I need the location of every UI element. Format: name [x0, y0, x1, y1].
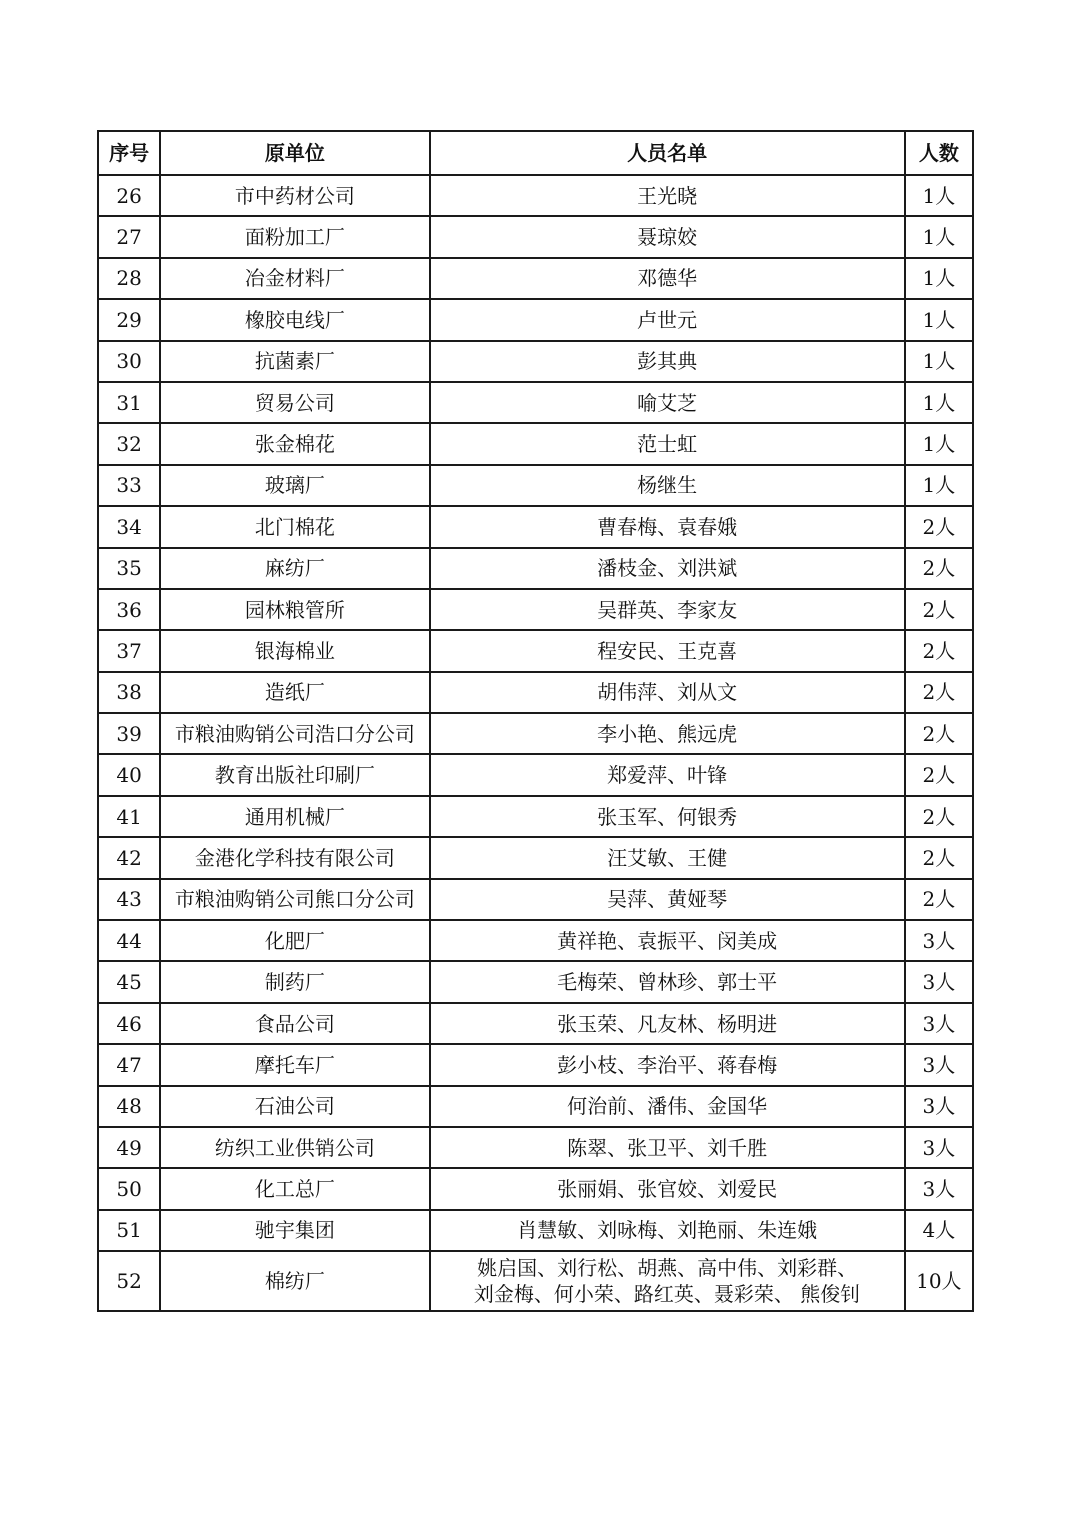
- cell-unit: 面粉加工厂: [160, 216, 429, 257]
- table-row: [98, 506, 973, 547]
- cell-count: 2人: [905, 630, 973, 671]
- table-row: [98, 1086, 973, 1127]
- cell-seq: 47: [98, 1044, 160, 1085]
- table-row: [98, 1168, 973, 1209]
- cell-count: 2人: [905, 713, 973, 754]
- cell-names: [430, 465, 905, 506]
- cell-names: [430, 382, 905, 423]
- cell-names: [430, 754, 905, 795]
- cell-names: [430, 1127, 905, 1168]
- names-line: 杨继生: [637, 473, 698, 498]
- table-row: [98, 299, 973, 340]
- cell-unit: 贸易公司: [160, 382, 429, 423]
- cell-seq: 36: [98, 589, 160, 630]
- cell-names: [430, 1210, 905, 1251]
- cell-count: 3人: [905, 1044, 973, 1085]
- cell-names: [430, 879, 905, 920]
- cell-seq: 28: [98, 258, 160, 299]
- cell-names: [430, 216, 905, 257]
- cell-names: [430, 961, 905, 1002]
- cell-names: [430, 423, 905, 464]
- cell-unit: 张金棉花: [160, 423, 429, 464]
- cell-names: [430, 713, 905, 754]
- cell-names: [430, 630, 905, 671]
- table-row: [98, 754, 973, 795]
- names-line: 曹春梅、袁春娥: [597, 514, 738, 539]
- cell-count: 2人: [905, 879, 973, 920]
- cell-count: 1人: [905, 216, 973, 257]
- table-row: [98, 713, 973, 754]
- cell-unit: 园林粮管所: [160, 589, 429, 630]
- cell-seq: 42: [98, 837, 160, 878]
- cell-seq: 40: [98, 754, 160, 795]
- cell-unit: 麻纺厂: [160, 548, 429, 589]
- cell-seq: 48: [98, 1086, 160, 1127]
- cell-seq: 51: [98, 1210, 160, 1251]
- table-row: [98, 1127, 973, 1168]
- cell-names: [430, 796, 905, 837]
- table-header: [98, 131, 973, 175]
- cell-names: [430, 920, 905, 961]
- names-line: 姚启国、刘行松、胡燕、高中伟、刘彩群、: [477, 1256, 858, 1281]
- cell-unit: 造纸厂: [160, 672, 429, 713]
- cell-unit: 通用机械厂: [160, 796, 429, 837]
- table-row: [98, 589, 973, 630]
- names-line: 范士虹: [637, 432, 698, 457]
- table-row: [98, 382, 973, 423]
- cell-seq: 52: [98, 1251, 160, 1311]
- header-count: 人数: [905, 131, 973, 175]
- cell-count: 2人: [905, 672, 973, 713]
- cell-seq: 45: [98, 961, 160, 1002]
- cell-unit: 市粮油购销公司浩口分公司: [160, 713, 429, 754]
- cell-unit: 纺织工业供销公司: [160, 1127, 429, 1168]
- cell-seq: 41: [98, 796, 160, 837]
- cell-names: [430, 1044, 905, 1085]
- cell-unit: 市粮油购销公司熊口分公司: [160, 879, 429, 920]
- cell-count: 10人: [905, 1251, 973, 1311]
- cell-count: 3人: [905, 1168, 973, 1209]
- cell-count: 1人: [905, 258, 973, 299]
- names-line: 卢世元: [637, 307, 698, 332]
- cell-names: [430, 1168, 905, 1209]
- cell-seq: 35: [98, 548, 160, 589]
- cell-count: 1人: [905, 341, 973, 382]
- cell-count: 2人: [905, 796, 973, 837]
- names-line: 邓德华: [637, 266, 698, 291]
- cell-names: [430, 672, 905, 713]
- names-line: 张玉荣、凡友林、杨明进: [557, 1011, 778, 1036]
- names-line: 聂琼姣: [637, 225, 698, 250]
- cell-unit: 市中药材公司: [160, 175, 429, 216]
- header-row: [98, 131, 973, 175]
- cell-seq: 43: [98, 879, 160, 920]
- cell-unit: 橡胶电线厂: [160, 299, 429, 340]
- cell-count: 1人: [905, 465, 973, 506]
- cell-seq: 44: [98, 920, 160, 961]
- table-row: [98, 1210, 973, 1251]
- cell-names: [430, 837, 905, 878]
- names-line: 陈翠、张卫平、刘千胜: [567, 1135, 768, 1160]
- table-row: [98, 630, 973, 671]
- cell-unit: 抗菌素厂: [160, 341, 429, 382]
- table-row: [98, 423, 973, 464]
- cell-unit: 冶金材料厂: [160, 258, 429, 299]
- names-line: 彭小枝、李治平、蒋春梅: [557, 1052, 778, 1077]
- names-line: 毛梅荣、曾林珍、郭士平: [557, 970, 778, 995]
- table-row: [98, 796, 973, 837]
- cell-seq: 30: [98, 341, 160, 382]
- cell-unit: 教育出版社印刷厂: [160, 754, 429, 795]
- table-row: [98, 258, 973, 299]
- cell-unit: 摩托车厂: [160, 1044, 429, 1085]
- cell-names: [430, 1003, 905, 1044]
- table-row: [98, 1251, 973, 1311]
- cell-count: 2人: [905, 506, 973, 547]
- cell-names: [430, 175, 905, 216]
- cell-seq: 37: [98, 630, 160, 671]
- cell-unit: 北门棉花: [160, 506, 429, 547]
- cell-seq: 39: [98, 713, 160, 754]
- cell-seq: 46: [98, 1003, 160, 1044]
- table-row: [98, 175, 973, 216]
- cell-unit: 化工总厂: [160, 1168, 429, 1209]
- names-line: 刘金梅、何小荣、路红英、聂彩荣、 熊俊钊: [473, 1282, 861, 1307]
- cell-unit: 食品公司: [160, 1003, 429, 1044]
- table-row: [98, 920, 973, 961]
- table-row: [98, 879, 973, 920]
- cell-seq: 38: [98, 672, 160, 713]
- cell-names: [430, 589, 905, 630]
- table-row: [98, 837, 973, 878]
- cell-count: 3人: [905, 961, 973, 1002]
- header-unit: 原单位: [160, 131, 429, 175]
- header-names: 人员名单: [430, 131, 905, 175]
- cell-seq: 34: [98, 506, 160, 547]
- cell-seq: 26: [98, 175, 160, 216]
- cell-unit: 银海棉业: [160, 630, 429, 671]
- cell-unit: 制药厂: [160, 961, 429, 1002]
- cell-count: 2人: [905, 589, 973, 630]
- cell-unit: 金港化学科技有限公司: [160, 837, 429, 878]
- cell-unit: 驰宇集团: [160, 1210, 429, 1251]
- names-line: 郑爱萍、叶锋: [607, 763, 728, 788]
- cell-count: 1人: [905, 299, 973, 340]
- personnel-table: [97, 130, 974, 1312]
- cell-seq: 27: [98, 216, 160, 257]
- cell-count: 3人: [905, 1003, 973, 1044]
- table-body: [98, 175, 973, 1311]
- table-row: [98, 341, 973, 382]
- cell-unit: 化肥厂: [160, 920, 429, 961]
- cell-names: [430, 258, 905, 299]
- names-line: 胡伟萍、刘从文: [597, 680, 738, 705]
- table-row: [98, 548, 973, 589]
- names-line: 何治前、潘伟、金国华: [567, 1094, 768, 1119]
- cell-seq: 50: [98, 1168, 160, 1209]
- cell-count: 2人: [905, 837, 973, 878]
- names-line: 程安民、王克喜: [597, 638, 738, 663]
- cell-count: 2人: [905, 548, 973, 589]
- names-line: 吴萍、黄娅琴: [607, 887, 728, 912]
- cell-names: [430, 299, 905, 340]
- cell-count: 3人: [905, 1086, 973, 1127]
- names-line: 肖慧敏、刘咏梅、刘艳丽、朱连娥: [517, 1218, 818, 1243]
- cell-unit: 石油公司: [160, 1086, 429, 1127]
- names-line: 黄祥艳、袁振平、闵美成: [557, 928, 778, 953]
- names-line: 李小艳、熊远虎: [597, 721, 738, 746]
- cell-names: [430, 341, 905, 382]
- cell-count: 1人: [905, 423, 973, 464]
- cell-names: [430, 1086, 905, 1127]
- cell-names: [430, 1251, 905, 1311]
- cell-count: 4人: [905, 1210, 973, 1251]
- cell-count: 3人: [905, 920, 973, 961]
- table-row: [98, 672, 973, 713]
- cell-unit: 棉纺厂: [160, 1251, 429, 1311]
- cell-unit: 玻璃厂: [160, 465, 429, 506]
- table-row: [98, 1003, 973, 1044]
- names-line: 彭其典: [637, 349, 698, 374]
- cell-names: [430, 548, 905, 589]
- cell-seq: 31: [98, 382, 160, 423]
- cell-count: 3人: [905, 1127, 973, 1168]
- cell-seq: 29: [98, 299, 160, 340]
- names-line: 张丽娟、张官姣、刘爱民: [557, 1177, 778, 1202]
- table-row: [98, 961, 973, 1002]
- names-line: 吴群英、李家友: [597, 597, 738, 622]
- table-row: [98, 1044, 973, 1085]
- names-line: 潘枝金、刘洪斌: [597, 556, 738, 581]
- table-row: [98, 216, 973, 257]
- cell-seq: 33: [98, 465, 160, 506]
- cell-seq: 49: [98, 1127, 160, 1168]
- cell-seq: 32: [98, 423, 160, 464]
- cell-names: [430, 506, 905, 547]
- names-line: 汪艾敏、王健: [607, 845, 728, 870]
- names-line: 张玉军、何银秀: [597, 804, 738, 829]
- header-seq: 序号: [98, 131, 160, 175]
- table-row: [98, 465, 973, 506]
- names-line: 王光晓: [637, 183, 698, 208]
- cell-count: 1人: [905, 382, 973, 423]
- names-line: 喻艾芝: [637, 390, 698, 415]
- cell-count: 2人: [905, 754, 973, 795]
- cell-count: 1人: [905, 175, 973, 216]
